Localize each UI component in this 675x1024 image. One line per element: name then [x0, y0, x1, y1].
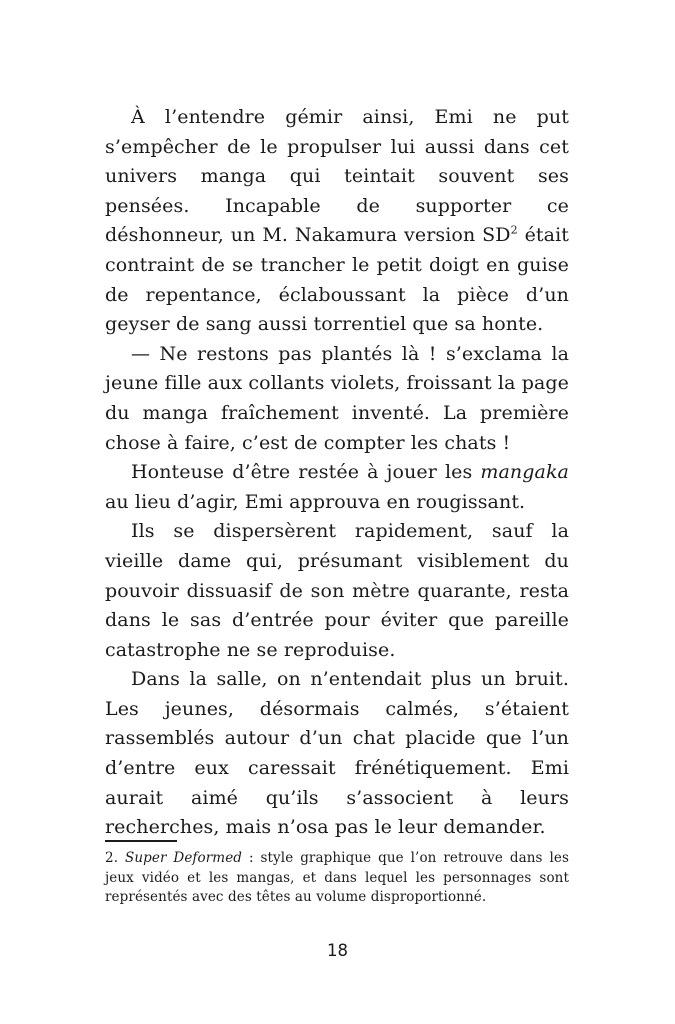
text-segment: À l’entendre gémir ainsi, Emi ne put s’empêcher de le propulser lui aussi dans cet univers manga qui teintait souvent ses pensées. Incapable de supporter ce déshonneur, un M. Nakamura version SD	[105, 106, 569, 247]
body-text	[105, 103, 569, 843]
text-segment: Honteuse d’être restée à jouer les	[131, 461, 481, 484]
text-segment: Super Deformed	[124, 850, 243, 866]
text-segment: 2.	[105, 850, 125, 866]
paragraph	[105, 458, 569, 517]
text-segment: mangaka	[480, 461, 569, 484]
text-segment: — Ne restons pas plantés là ! s’exclama la jeune fille aux collants violets, froissant la page du manga fraîchement inventé. La première chose à faire, c’est de compter les chats !	[105, 342, 569, 454]
text-segment: Dans la salle, on n’entendait plus un bruit. Les jeunes, désormais calmés, s’étaient rassemblés autour d’un chat placide que l’un d’entre eux caressait frénétiquement. Emi aurait aimé qu’ils s’associent à leurs recherches, mais n’osa pas le leur demander.	[105, 668, 569, 839]
footnote-separator-rule	[105, 840, 177, 842]
paragraph	[105, 340, 569, 458]
paragraph	[105, 103, 569, 340]
footnote	[105, 840, 569, 908]
text-segment: était contraint de se trancher le petit doigt en guise de repentance, éclaboussant la pièce d’un geyser de sang aussi torrentiel que sa honte.	[105, 224, 569, 336]
paragraph	[105, 517, 569, 665]
page-number: 18	[327, 941, 348, 960]
paragraph	[105, 665, 569, 843]
text-segment: : style graphique que l’on retrouve dans les jeux vidéo et les mangas, et dans lequel les personnages sont représentés avec des têtes au volume disproportionné.	[105, 850, 569, 905]
text-segment: au lieu d’agir, Emi approuva en rougissant.	[105, 490, 526, 513]
text-segment: 2	[510, 224, 518, 238]
text-segment: Ils se dispersèrent rapidement, sauf la vieille dame qui, présumant visiblement du pouvoir dissuasif de son mètre quarante, resta dans le sas d’entrée pour éviter que pareille catastrophe ne se reproduise.	[105, 520, 569, 661]
footnote-text	[105, 849, 569, 908]
